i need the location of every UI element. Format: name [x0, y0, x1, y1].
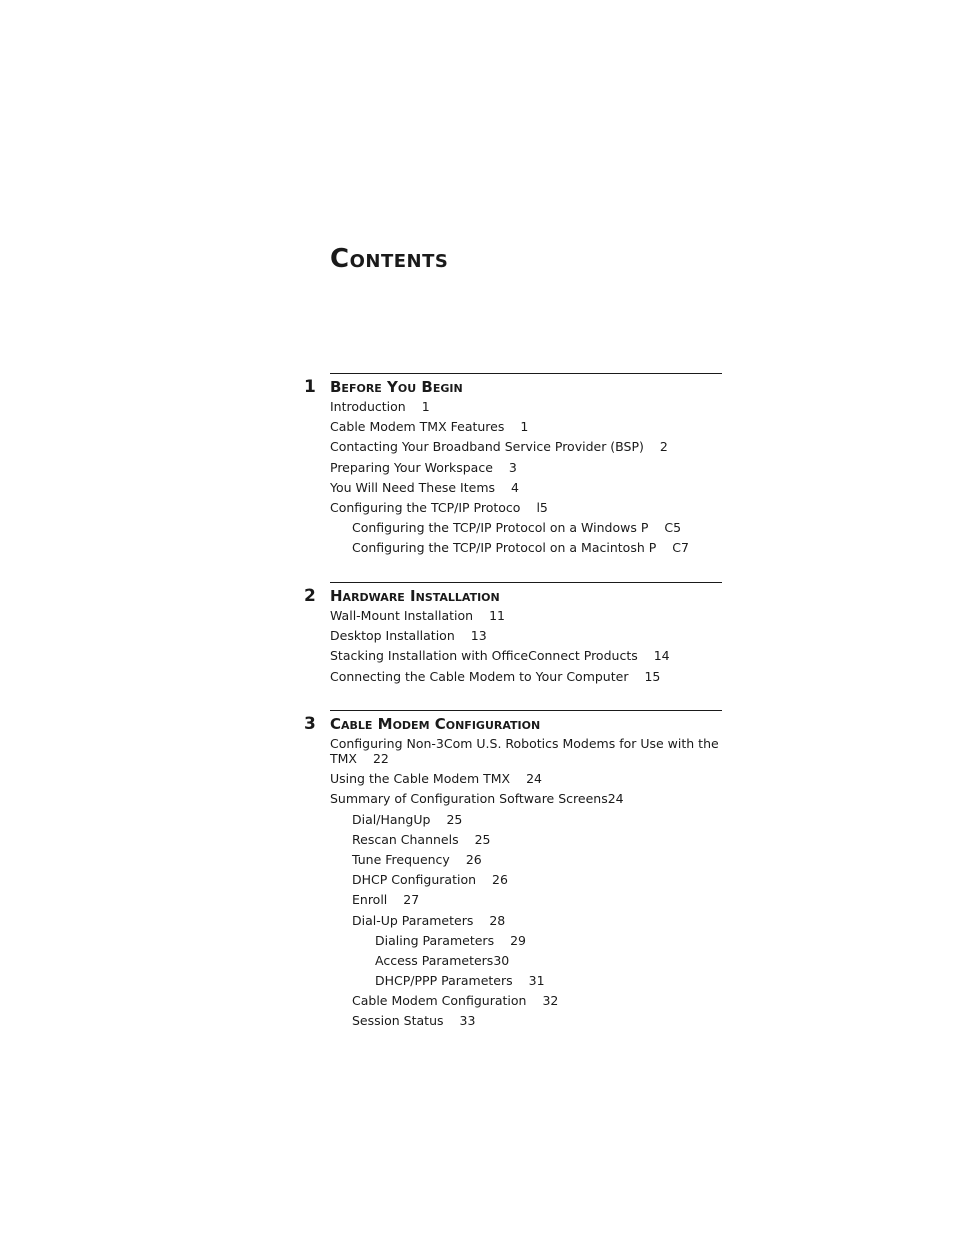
- toc-entry-page: 27: [403, 892, 420, 908]
- chapter-title: Cable Modem Configuration: [330, 715, 541, 733]
- toc-entry-page: 26: [492, 872, 508, 888]
- toc-entry[interactable]: [330, 669, 722, 684]
- toc-entry-label: Configuring the TCP/IP Protocol on a Windows P: [352, 520, 649, 536]
- toc-entry-label: Introduction: [330, 399, 406, 414]
- toc-entry-page: 33: [459, 1013, 476, 1029]
- toc-entry-page: 24: [607, 791, 624, 807]
- toc-entry-label: Configuring the TCP/IP Protocol on a Macintosh P: [352, 540, 657, 556]
- toc-entry-page: C5: [664, 520, 682, 536]
- toc-entry-label: Configuring Non-3Com U.S. Robotics Modems for Use with the TMX: [330, 736, 719, 766]
- toc-entry-label: Rescan Channels: [352, 831, 459, 847]
- chapter-divider: [330, 373, 722, 374]
- toc-entry-page: 3: [508, 459, 517, 475]
- chapter-divider: [330, 582, 722, 583]
- toc-entry-page: 31: [528, 973, 545, 989]
- chapter-number: 1: [304, 377, 316, 397]
- toc-entry-label: Enroll: [352, 892, 388, 908]
- toc-entry[interactable]: [330, 399, 722, 414]
- toc-subsubentry[interactable]: [330, 973, 722, 988]
- toc-entry-label: Connecting the Cable Modem to Your Computer: [330, 668, 629, 684]
- toc-entry-label: Using the Cable Modem TMX: [330, 771, 511, 787]
- toc-entry-label: Desktop Installation: [330, 628, 455, 644]
- toc-list: [330, 399, 722, 555]
- toc-entry-page: 28: [489, 912, 506, 928]
- toc-subsubentry[interactable]: [330, 953, 722, 968]
- toc-entry-page: 22: [372, 751, 389, 766]
- chapter-heading: [304, 376, 722, 398]
- chapter-heading: [304, 713, 722, 735]
- toc-subentry[interactable]: [330, 892, 722, 907]
- toc-entry-page: C7: [672, 540, 689, 556]
- toc-subentry[interactable]: [330, 1013, 722, 1028]
- toc-entry-page: 15: [644, 668, 661, 684]
- toc-entry-label: Stacking Installation with OfficeConnect Products: [330, 648, 638, 664]
- page-title: Contents: [330, 244, 449, 274]
- toc-entry-page: 30: [493, 952, 510, 968]
- toc-entry[interactable]: [330, 648, 722, 663]
- chapter-title: Hardware Installation: [330, 587, 500, 605]
- chapter-divider: [330, 710, 722, 711]
- toc-entry[interactable]: [330, 771, 722, 786]
- chapter-1: [304, 373, 722, 561]
- toc-entry-label: Dial/HangUp: [352, 811, 431, 827]
- toc-entry-page: 14: [653, 648, 670, 664]
- toc-entry[interactable]: [330, 439, 722, 454]
- toc-entry[interactable]: [330, 500, 722, 515]
- toc-entry[interactable]: [330, 460, 722, 475]
- toc-subentry[interactable]: [330, 812, 722, 827]
- toc-entry-label: You Will Need These Items: [330, 479, 496, 495]
- chapter-2: [304, 582, 722, 689]
- toc-entry-page: 1: [520, 419, 529, 435]
- toc-subentry[interactable]: [330, 872, 722, 887]
- toc-entry[interactable]: [330, 791, 722, 806]
- toc-subentry[interactable]: [330, 832, 722, 847]
- toc-entry-page: 24: [526, 771, 543, 787]
- chapter-3: [304, 710, 722, 1034]
- toc-entry[interactable]: [330, 480, 722, 495]
- chapter-heading: [304, 585, 722, 607]
- toc-entry-label: Session Status: [352, 1013, 444, 1029]
- toc-entry[interactable]: [330, 608, 722, 623]
- toc-entry-page: l5: [536, 499, 548, 515]
- toc-entry-label: DHCP/PPP Parameters: [375, 973, 513, 989]
- toc-entry[interactable]: [330, 736, 722, 766]
- toc-entry-label: Dialing Parameters: [375, 932, 495, 948]
- toc-entry-label: Wall-Mount Installation: [330, 608, 474, 623]
- toc-entry-page: 1: [421, 399, 430, 414]
- toc-entry-label: Tune Frequency: [352, 851, 450, 867]
- toc-list: [330, 736, 722, 1028]
- toc-entry[interactable]: [330, 419, 722, 434]
- toc-subentry[interactable]: [330, 913, 722, 928]
- toc-entry-page: 32: [542, 993, 559, 1009]
- toc-subentry[interactable]: [330, 993, 722, 1008]
- toc-entry-page: 25: [446, 811, 463, 827]
- toc-entry-label: Access Parameters: [375, 952, 494, 968]
- toc-entry-label: Configuring the TCP/IP Protoco: [330, 499, 521, 515]
- toc-entry-page: 13: [470, 628, 487, 644]
- toc-subsubentry[interactable]: [330, 933, 722, 948]
- toc-entry-page: 29: [510, 932, 526, 948]
- toc-entry-label: Contacting Your Broadband Service Provider (BSP): [330, 439, 644, 455]
- chapter-title: Before You Begin: [330, 378, 463, 396]
- toc-entry-page: 11: [489, 608, 505, 623]
- toc-entry-label: Preparing Your Workspace: [330, 459, 493, 475]
- toc-entry-label: Cable Modem Configuration: [352, 993, 527, 1009]
- chapter-number: 2: [304, 586, 316, 606]
- toc-entry-page: 4: [511, 479, 519, 495]
- chapter-number: 3: [304, 714, 316, 734]
- toc-entry-label: DHCP Configuration: [352, 872, 477, 888]
- toc-entry-page: 2: [659, 439, 668, 455]
- toc-entry[interactable]: [330, 628, 722, 643]
- toc-entry-label: Summary of Configuration Software Screens: [330, 791, 608, 807]
- toc-subentry[interactable]: [330, 852, 722, 867]
- toc-entry-label: Cable Modem TMX Features: [330, 419, 505, 435]
- toc-entry-page: 26: [465, 851, 482, 867]
- toc-entry-page: 25: [474, 831, 491, 847]
- toc-list: [330, 608, 722, 684]
- toc-subentry[interactable]: [330, 540, 722, 555]
- toc-subentry[interactable]: [330, 520, 722, 535]
- toc-entry-label: Dial-Up Parameters: [352, 912, 474, 928]
